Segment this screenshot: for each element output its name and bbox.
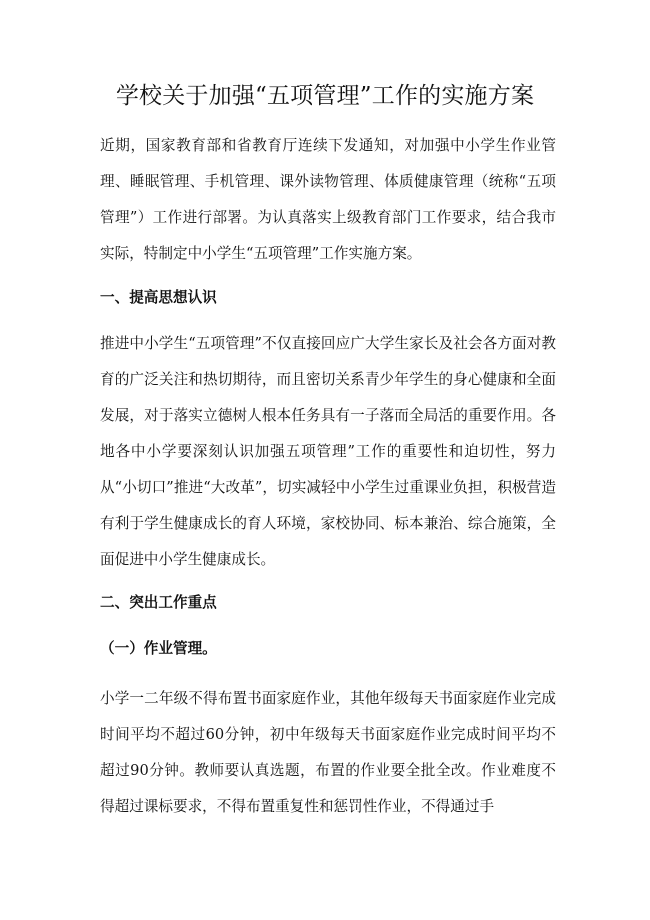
section-heading-1: 一、提高思想认识 <box>100 289 217 306</box>
subsection-heading-1: （一）作业管理。 <box>100 640 217 657</box>
section-heading-2: 二、突出工作重点 <box>100 594 217 611</box>
section-1-paragraph: 推进中小学生“五项管理”不仅直接回应广大学生家长及社会各方面对教育的广泛关注和热切期待，而且密切关系青少年学生的身心健康和全面发展，对于落实立德树人根本任务具有一子落而全局活的重要作用。各地各中小学要深刻认识加强五项管理”工作的重要性和迫切性，努力从“小切口”推进“大改革”，切实减轻中小学生过重课业负担，积极营造有利于学生健康成长的育人环境，家校协同、标本兼治、综合施策，全面促进中小学生健康成长。 <box>100 335 556 568</box>
subsection-1-paragraph: 小学一二年级不得布置书面家庭作业，其他年级每天书面家庭作业完成时间平均不超过60分钟，初中年级每天书面家庭作业完成时间平均不超过90分钟。教师要认真选题，布置的作业要全批全改。作业难度不得超过课标要求，不得布置重复性和惩罚性作业，不得通过手 <box>100 690 556 815</box>
intro-paragraph: 近期，国家教育部和省教育厅连续下发通知，对加强中小学生作业管理、睡眠管理、手机管理、课外读物管理、体质健康管理（统称“五项管理”）工作进行部署。为认真落实上级教育部门工作要求，结合我市实际，特制定中小学生“五项管理”工作实施方案。 <box>100 137 556 262</box>
document-title: 学校关于加强“五项管理”工作的实施方案 <box>115 83 535 109</box>
